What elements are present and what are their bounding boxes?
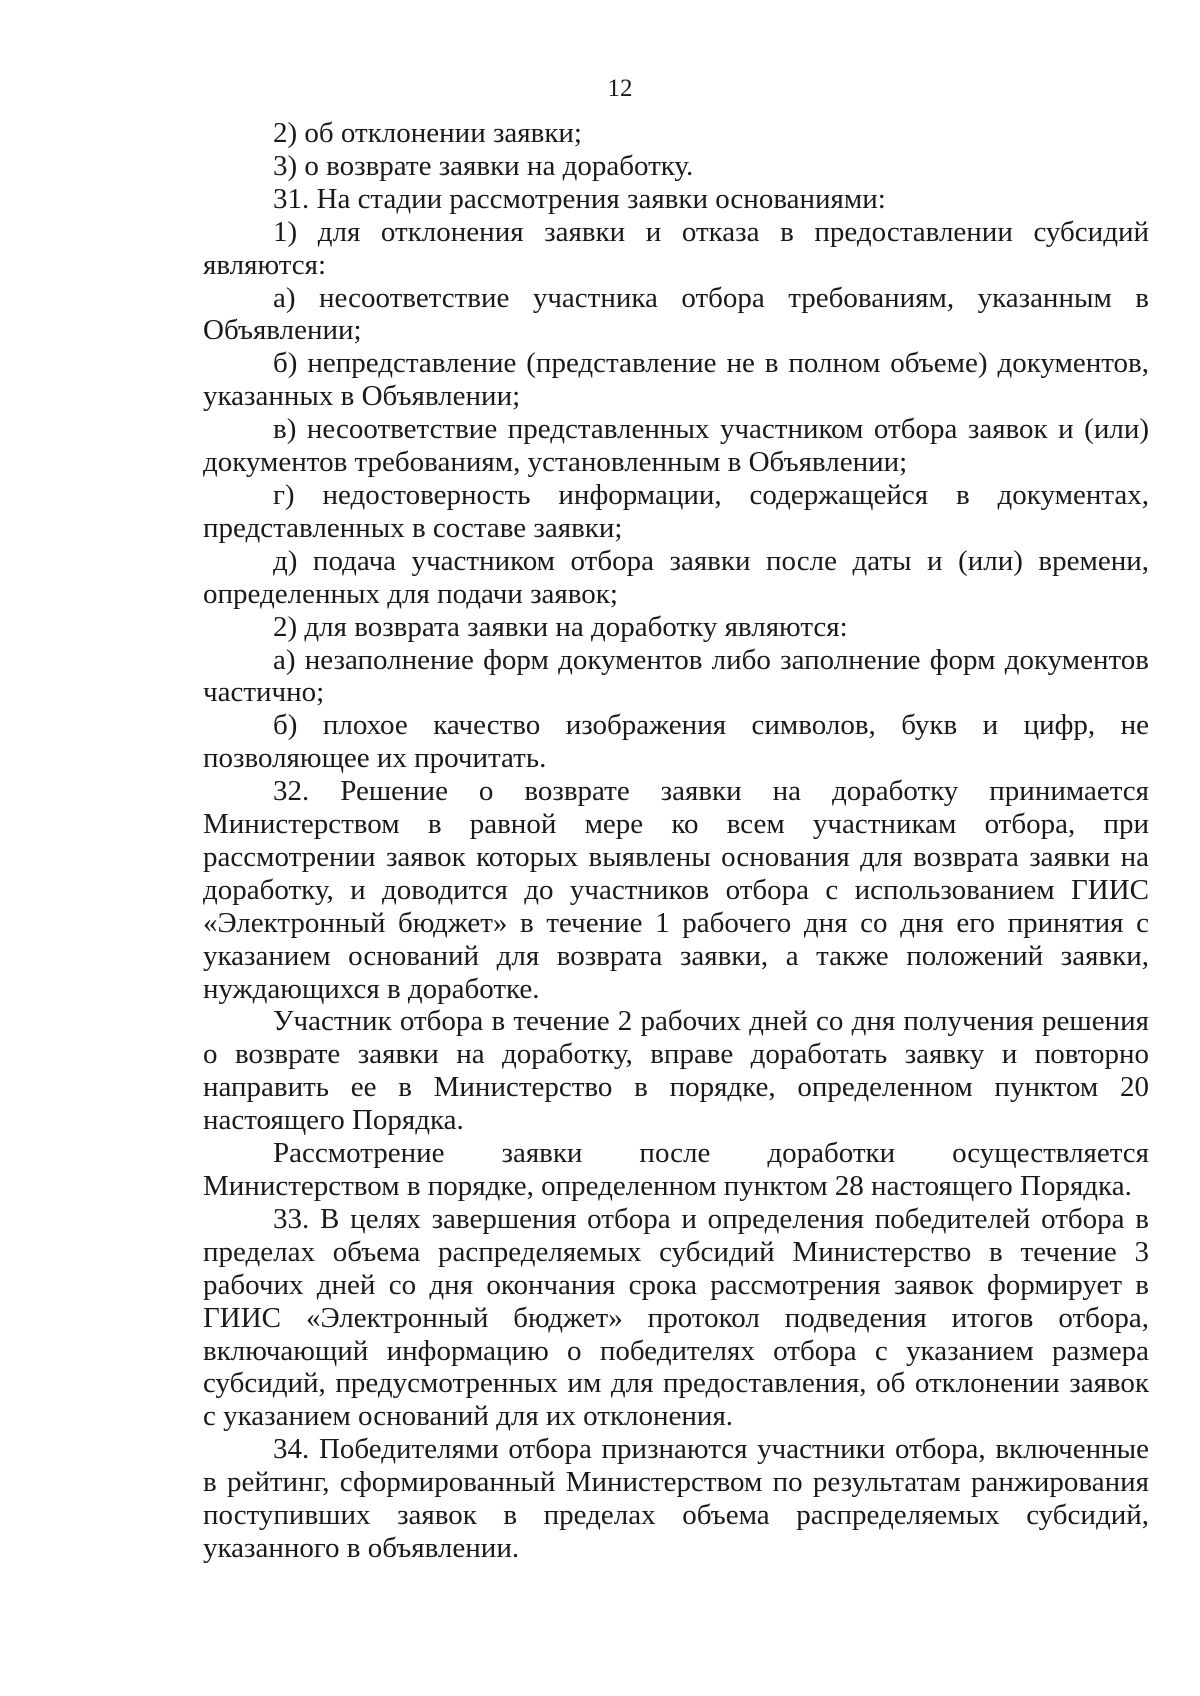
- paragraph: в) несоответствие представленных участником отбора заявок и (или) документов требованиям, установленным в Объявлении;: [203, 413, 1149, 479]
- paragraph: б) непредставление (представление не в полном объеме) документов, указанных в Объявлении;: [203, 347, 1149, 413]
- paragraph: Рассмотрение заявки после доработки осуществляется Министерством в порядке, определенном пунктом 28 настоящего Порядка.: [203, 1137, 1149, 1202]
- page-number: 12: [607, 75, 633, 102]
- paragraph: г) недостоверность информации, содержащейся в документах, представленных в составе заявки;: [203, 478, 1149, 544]
- paragraph: 34. Победителями отбора признаются участники отбора, включенные в рейтинг, сформированный Министерством по результатам ранжирования поступивших заявок в пределах объема распределяемых субсидий, указанного в объявлении.: [203, 1433, 1149, 1564]
- document-body: [203, 117, 1149, 1565]
- paragraph: б) плохое качество изображения символов, букв и цифр, не позволяющее их прочитать.: [203, 709, 1149, 775]
- paragraph: 33. В целях завершения отбора и определения победителей отбора в пределах объема распределяемых субсидий Министерство в течение 3 рабочих дней со дня окончания срока рассмотрения заявок формирует в ГИИС «Электронный бюджет» протокол подведения итогов отбора, включающий информацию о победителях отбора с указанием размера субсидий, предусмотренных им для предоставления, об отклонении заявок с указанием оснований для их отклонения.: [203, 1202, 1149, 1433]
- paragraph: 31. На стадии рассмотрения заявки основаниями:: [273, 182, 886, 215]
- paragraph: а) незаполнение форм документов либо заполнение форм документов частично;: [203, 643, 1149, 709]
- paragraph: 2) об отклонении заявки;: [273, 117, 582, 149]
- paragraph: д) подача участником отбора заявки после даты и (или) времени, определенных для подачи заявок;: [203, 544, 1149, 610]
- paragraph: 3) о возврате заявки на доработку.: [273, 149, 694, 182]
- paragraph: 1) для отклонения заявки и отказа в предоставлении субсидий являются:: [203, 215, 1149, 281]
- paragraph: Участник отбора в течение 2 рабочих дней со дня получения решения о возврате заявки на доработку, вправе доработать заявку и повторно направить ее в Министерство в порядке, определенном пунктом 20 настоящего Порядка.: [203, 1005, 1149, 1137]
- paragraph: 32. Решение о возврате заявки на доработку принимается Министерством в равной мере ко всем участникам отбора, при рассмотрении заявок которых выявлены основания для возврата заявки на доработку, и доводится до участников отбора с использованием ГИИС «Электронный бюджет» в течение 1 рабочего дня со дня его принятия с указанием оснований для возврата заявки, а также положений заявки, нуждающихся в доработке.: [203, 775, 1149, 1005]
- paragraph: а) несоответствие участника отбора требованиям, указанным в Объявлении;: [203, 281, 1149, 347]
- paragraph: 2) для возврата заявки на доработку являются:: [273, 610, 848, 643]
